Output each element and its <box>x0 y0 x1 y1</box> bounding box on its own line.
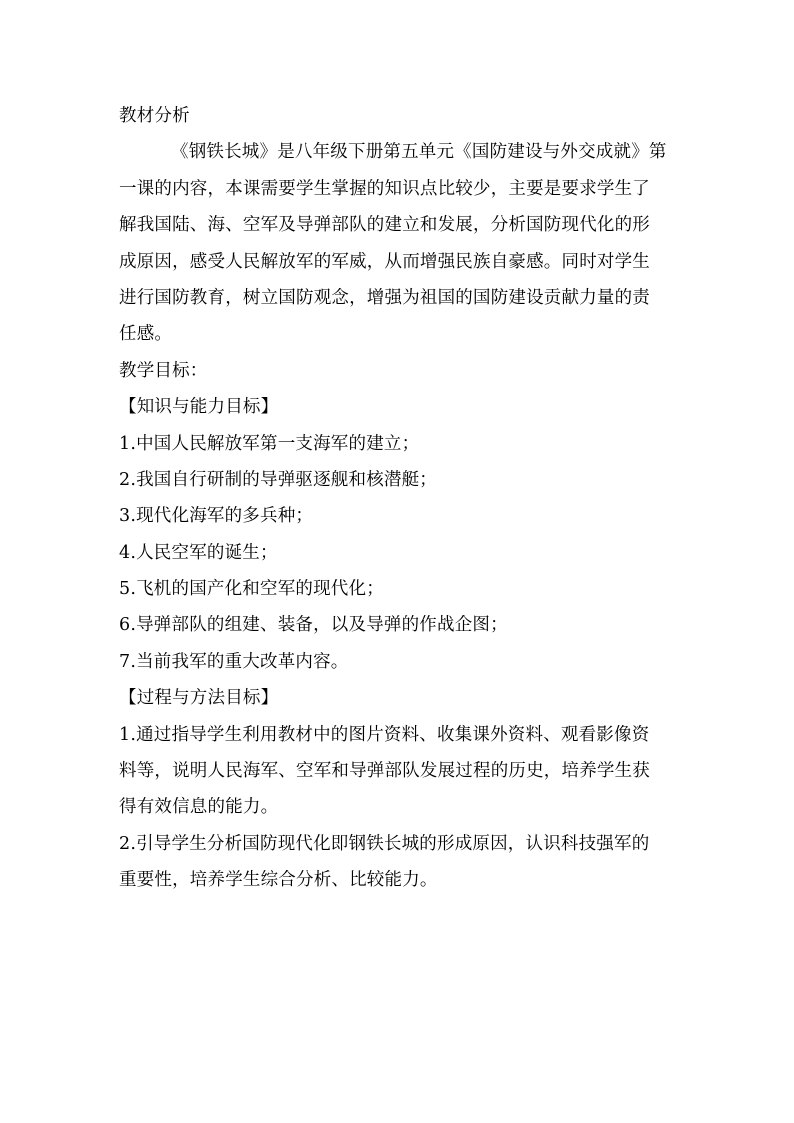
process-goals-title: 【过程与方法目标】 <box>119 688 279 709</box>
process-goal-line: 1.通过指导学生利用教材中的图片资料、收集课外资料、观看影像资 <box>119 724 650 745</box>
analysis-heading: 教材分析 <box>119 106 190 126</box>
process-goals <box>119 680 689 898</box>
process-goal-line: 2.引导学生分析国防现代化即钢铁长城的形成原因，认识科技强军的 <box>119 833 650 854</box>
analysis-paragraph-line: 一课的内容，本课需要学生掌握的知识点比较少，主要是要求学生了 <box>119 178 650 199</box>
knowledge-goal-item: 7.当前我军的重大改革内容。 <box>119 651 349 672</box>
process-goal-line: 得有效信息的能力。 <box>119 797 279 818</box>
analysis-paragraph-line: 成原因，感受人民解放军的军威，从而增强民族自豪感。同时对学生 <box>119 251 650 272</box>
knowledge-goal-item: 3.现代化海军的多兵种； <box>119 506 314 527</box>
analysis-section <box>119 98 689 353</box>
knowledge-goal-item: 1.中国人民解放军第一支海军的建立； <box>119 433 420 454</box>
knowledge-goal-item: 2.我国自行研制的导弹驱逐舰和核潜艇； <box>119 469 437 490</box>
knowledge-goal-item: 6.导弹部队的组建、装备，以及导弹的作战企图； <box>119 615 508 636</box>
document-body <box>119 98 689 899</box>
goals-heading: 教学目标： <box>119 360 208 381</box>
analysis-paragraph-line: 进行国防教育，树立国防观念，增强为祖国的国防建设贡献力量的责 <box>119 287 650 308</box>
process-goal-item-1 <box>119 717 689 826</box>
analysis-paragraph-line: 解我国陆、海、空军及导弹部队的建立和发展，分析国防现代化的形 <box>119 215 650 236</box>
goals-section <box>119 353 689 899</box>
knowledge-goal-item: 5.飞机的国产化和空军的现代化； <box>119 579 384 600</box>
process-goal-line: 料等，说明人民海军、空军和导弹部队发展过程的历史，培养学生获 <box>119 761 650 782</box>
process-goal-line: 重要性，培养学生综合分析、比较能力。 <box>119 870 438 891</box>
analysis-paragraph <box>119 134 689 352</box>
knowledge-goals-title: 【知识与能力目标】 <box>119 397 279 418</box>
knowledge-goal-item: 4.人民空军的诞生； <box>119 542 278 563</box>
analysis-paragraph-line: 任感。 <box>119 324 173 345</box>
knowledge-goals <box>119 389 689 680</box>
process-goal-item-2 <box>119 826 689 899</box>
analysis-paragraph-line: 《钢铁长城》是八年级下册第五单元《国防建设与外交成就》第 <box>171 142 667 163</box>
